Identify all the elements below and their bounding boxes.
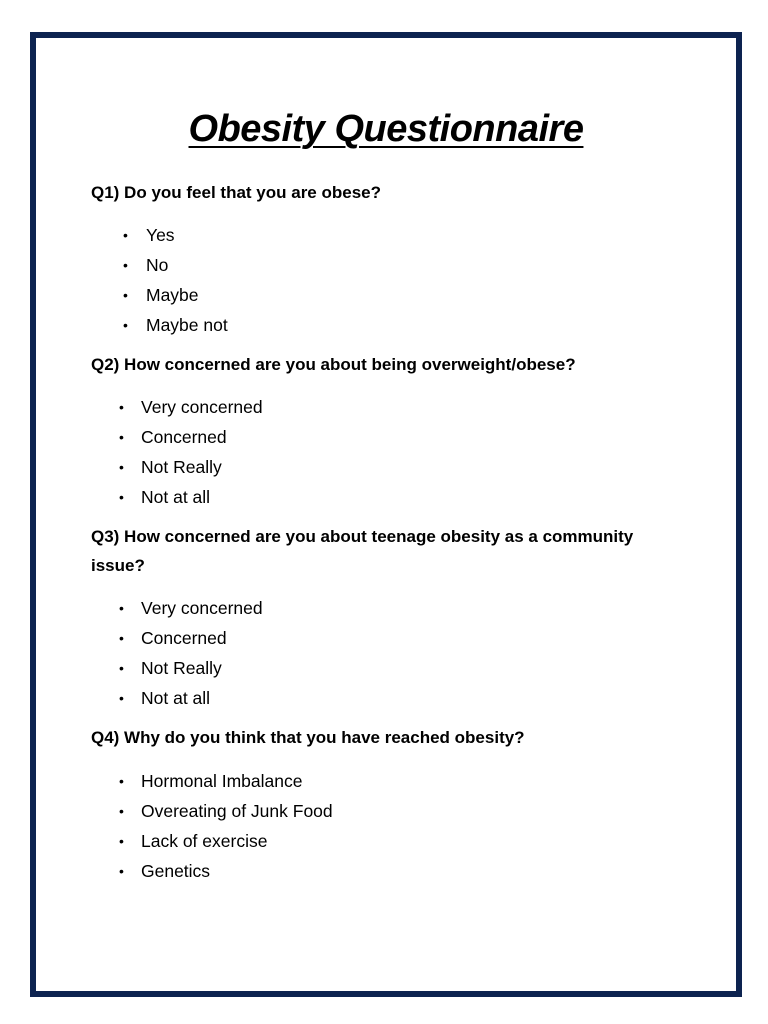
question-4-option-3 xyxy=(91,826,691,856)
bullet-icon: • xyxy=(119,660,124,676)
question-4-option-1 xyxy=(91,766,691,796)
bullet-icon: • xyxy=(123,317,128,333)
question-1-text: Q1) Do you feel that you are obese? xyxy=(91,183,382,202)
question-2-option-4 xyxy=(91,482,691,512)
option-label: Genetics xyxy=(141,861,211,881)
option-label: Maybe not xyxy=(146,315,228,335)
bullet-icon: • xyxy=(119,833,124,849)
option-label: Maybe xyxy=(146,285,199,305)
document-title: Obesity Questionnaire xyxy=(188,108,584,150)
question-2-option-1 xyxy=(91,392,691,422)
question-1-option-2 xyxy=(91,250,691,280)
question-3-option-4 xyxy=(91,683,691,713)
question-2-text: Q2) How concerned are you about being overweight/obese? xyxy=(91,355,576,374)
bullet-icon: • xyxy=(119,773,124,789)
question-1-option-1 xyxy=(91,220,691,250)
bullet-icon: • xyxy=(119,399,124,415)
option-label: Very concerned xyxy=(141,598,263,618)
question-3-option-3 xyxy=(91,653,691,683)
option-label: Not Really xyxy=(141,658,222,678)
bullet-icon: • xyxy=(119,489,124,505)
question-2-option-2 xyxy=(91,422,691,452)
question-4-options xyxy=(91,766,691,886)
option-label: Not at all xyxy=(141,688,211,708)
question-2 xyxy=(91,350,691,512)
bullet-icon: • xyxy=(123,287,128,303)
question-1-option-3 xyxy=(91,280,691,310)
question-3-options xyxy=(91,593,691,713)
question-1-option-4 xyxy=(91,310,691,340)
bullet-icon: • xyxy=(123,227,128,243)
option-label: Not Really xyxy=(141,457,222,477)
question-4 xyxy=(91,723,691,886)
bullet-icon: • xyxy=(119,690,124,706)
option-label: Lack of exercise xyxy=(141,831,268,851)
question-4-text: Q4) Why do you think that you have reached obesity? xyxy=(91,728,525,747)
questions-section xyxy=(91,178,691,886)
option-label: No xyxy=(146,255,169,275)
bullet-icon: • xyxy=(119,600,124,616)
question-3 xyxy=(91,522,691,713)
question-4-option-4 xyxy=(91,856,691,886)
question-4-option-2 xyxy=(91,796,691,826)
option-label: Hormonal Imbalance xyxy=(141,771,303,791)
question-2-option-3 xyxy=(91,452,691,482)
bullet-icon: • xyxy=(123,257,128,273)
option-label: Concerned xyxy=(141,427,227,447)
option-label: Overeating of Junk Food xyxy=(141,801,333,821)
bullet-icon: • xyxy=(119,429,124,445)
option-label: Concerned xyxy=(141,628,227,648)
option-label: Yes xyxy=(146,225,175,245)
bullet-icon: • xyxy=(119,630,124,646)
bullet-icon: • xyxy=(119,459,124,475)
question-3-option-1 xyxy=(91,593,691,623)
question-3-option-2 xyxy=(91,623,691,653)
question-1 xyxy=(91,178,691,340)
bullet-icon: • xyxy=(119,863,124,879)
option-label: Very concerned xyxy=(141,397,263,417)
bullet-icon: • xyxy=(119,803,124,819)
question-3-text: Q3) How concerned are you about teenage obesity as a community issue? xyxy=(91,527,634,575)
option-label: Not at all xyxy=(141,487,211,507)
question-1-options xyxy=(91,220,691,340)
page-frame xyxy=(30,32,742,997)
question-2-options xyxy=(91,392,691,512)
